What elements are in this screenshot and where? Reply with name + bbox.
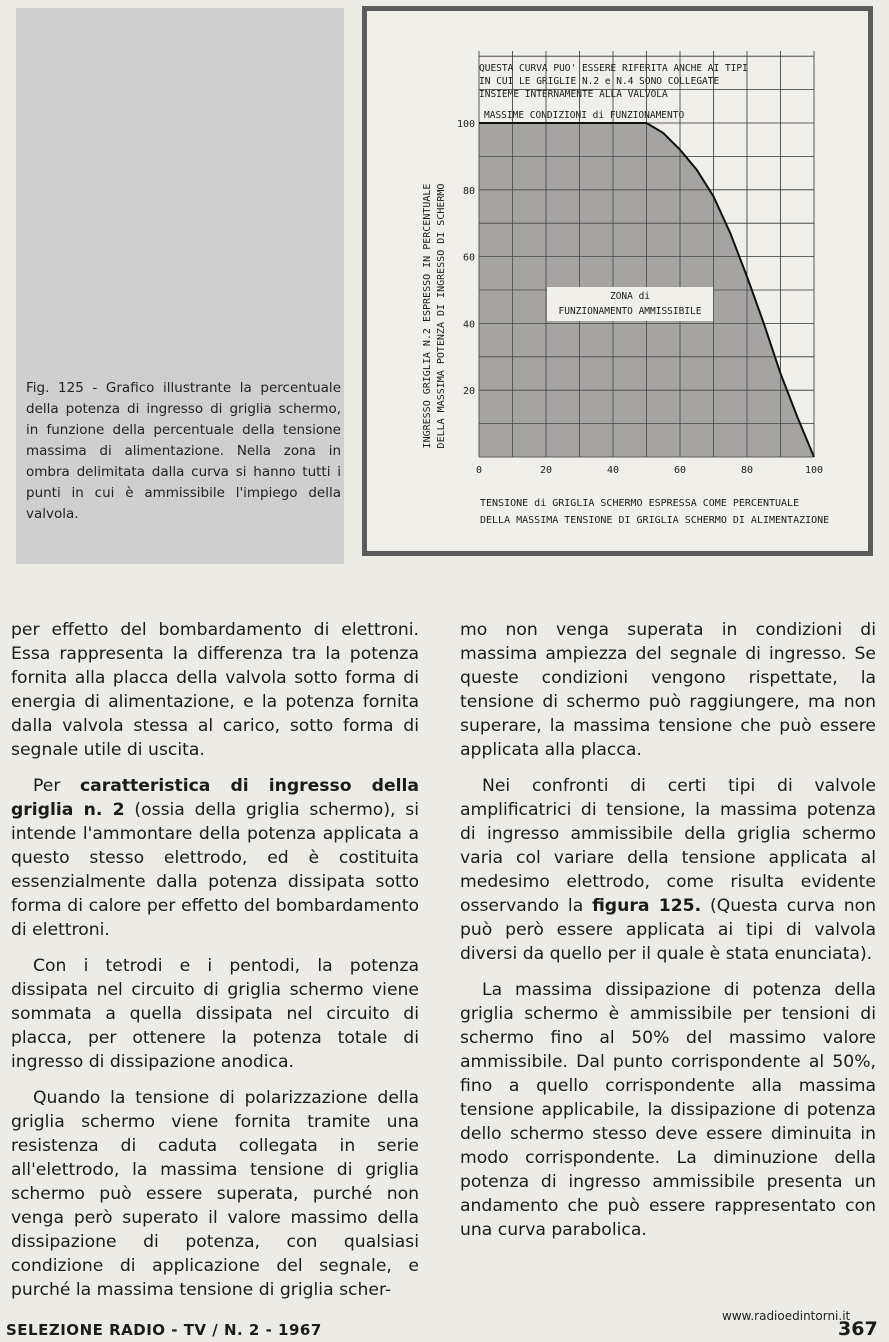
- x-axis-label-line-1: TENSIONE di GRIGLIA SCHERMO ESPRESSA COME PERCENTUALE: [480, 498, 800, 509]
- x-tick-label: 100: [804, 465, 824, 476]
- y-tick-label: 100: [456, 119, 475, 130]
- left-paragraph-4: Quando la tensione di polarizzazione della griglia schermo viene fornita tramite una resistenza di caduta collegata in serie all'elettrodo, la massima tensione di griglia schermo può essere superata, purché non venga però superato il valore massimo della dissipazione di potenza, con qualsiasi condizione di applicazione del segnale, e purché la massima tensione di griglia scher-: [11, 1088, 419, 1300]
- right-paragraph-2: [460, 774, 876, 966]
- page-number: 367: [838, 1318, 878, 1340]
- y-tick-label: 80: [462, 185, 475, 197]
- x-tick-label: 0: [475, 465, 483, 476]
- max-conditions-label: MASSIME CONDIZIONI di FUNZIONAMENTO: [484, 110, 685, 121]
- text-column-right: [460, 618, 876, 1254]
- x-tick-label: 40: [606, 465, 620, 476]
- text-column-left: [11, 618, 419, 1314]
- figure-125-frame: [362, 6, 873, 556]
- right-paragraph-2-bold: figura 125.: [592, 896, 702, 916]
- x-tick-label: 60: [673, 465, 687, 476]
- y-axis-label-line-1: INGRESSO GRIGLIA N.2 ESPRESSO IN PERCENTUALE: [422, 183, 433, 449]
- caption-panel: [16, 8, 344, 564]
- y-axis-label-line-2: DELLA MASSIMA POTENZA DI INGRESSO DI SCHERMO: [436, 183, 447, 449]
- right-paragraph-2-pre: Nei confronti di certi tipi di valvole amplificatrici di tensione, la massima potenza di ingresso ammissibile della griglia schermo varia col variare della tensione applicata al medesimo elettrodo, come risulta evidente osservando la: [460, 776, 876, 916]
- zone-label-line-1: ZONA di: [609, 291, 651, 302]
- figure-125-chart: [367, 11, 868, 551]
- left-paragraph-3: Con i tetrodi e i pentodi, la potenza dissipata nel circuito di griglia schermo viene sommata a quella dissipata nel circuito di placca, per ottenere la potenza totale di ingresso di dissipazione anodica.: [11, 956, 419, 1072]
- y-tick-label: 40: [462, 319, 475, 331]
- note-line-1: QUESTA CURVA PUO' ESSERE RIFERITA ANCHE AI TIPI: [479, 63, 748, 74]
- left-paragraph-2: [11, 774, 419, 942]
- x-axis-label-line-2: DELLA MASSIMA TENSIONE DI GRIGLIA SCHERMO DI ALIMENTAZIONE: [480, 515, 830, 526]
- y-tick-label: 60: [462, 252, 475, 264]
- journal-footer: SELEZIONE RADIO - TV / N. 2 - 1967: [6, 1321, 322, 1339]
- left-paragraph-2-post: (ossia della griglia schermo), si intende l'ammontare della potenza applicata a questo stesso elettrodo, ed è costituita essenzialmente dalla potenza dissipata sotto forma di calore per effetto del bombardamento di elettroni.: [11, 800, 419, 940]
- x-tick-label: 80: [740, 465, 754, 476]
- y-tick-label: 20: [462, 386, 475, 398]
- x-tick-label: 20: [539, 465, 553, 476]
- note-line-3: INSIEME INTERNAMENTE ALLA VALVOLA: [479, 89, 668, 100]
- figure-caption: Fig. 125 - Grafico illustrante la percentuale della potenza di ingresso di griglia schermo, in funzione della percentuale della tensione massima di alimentazione. Nella zona in ombra delimitata dalla curva si hanno tutti i punti in cui è ammissibile l'impiego della valvola.: [26, 380, 341, 522]
- right-paragraph-1: mo non venga superata in condizioni di massima ampiezza del segnale di ingresso. Se queste condizioni vengono rispettate, la tensione di schermo può raggiungere, ma non superare, la massima tensione che può essere applicata alla placca.: [460, 620, 876, 760]
- source-url: www.radioedintorni.it: [722, 1309, 851, 1323]
- zone-label-line-2: FUNZIONAMENTO AMMISSIBILE: [558, 306, 702, 317]
- right-paragraph-3: La massima dissipazione di potenza della griglia schermo è ammissibile per tensioni di schermo fino al 50% del massimo valore ammissibile. Dal punto corrispondente al 50%, fino a quello corrispondente alla massima tensione applicabile, la dissipazione di potenza dello schermo stesso deve essere diminuita in modo corrispondente. La diminuzione della potenza di ingresso ammissibile presenta un andamento che può essere rappresentato con una curva parabolica.: [460, 980, 876, 1240]
- left-paragraph-1: per effetto del bombardamento di elettroni. Essa rappresenta la differenza tra la potenza fornita alla placca della valvola sotto forma di energia di alimentazione, e la potenza fornita dalla valvola stessa al carico, sotto forma di segnale utile di uscita.: [11, 620, 419, 760]
- right-paragraph-2-post: (Questa curva non può però essere applicata ai tipi di valvola diversi da quello per il quale è stata enunciata).: [460, 896, 876, 964]
- note-line-2: IN CUI LE GRIGLIE N.2 e N.4 SONO COLLEGATE: [479, 76, 720, 87]
- left-paragraph-2-pre: Per: [33, 776, 80, 796]
- left-paragraph-2-bold: caratteristica di ingresso della griglia n. 2: [11, 776, 419, 820]
